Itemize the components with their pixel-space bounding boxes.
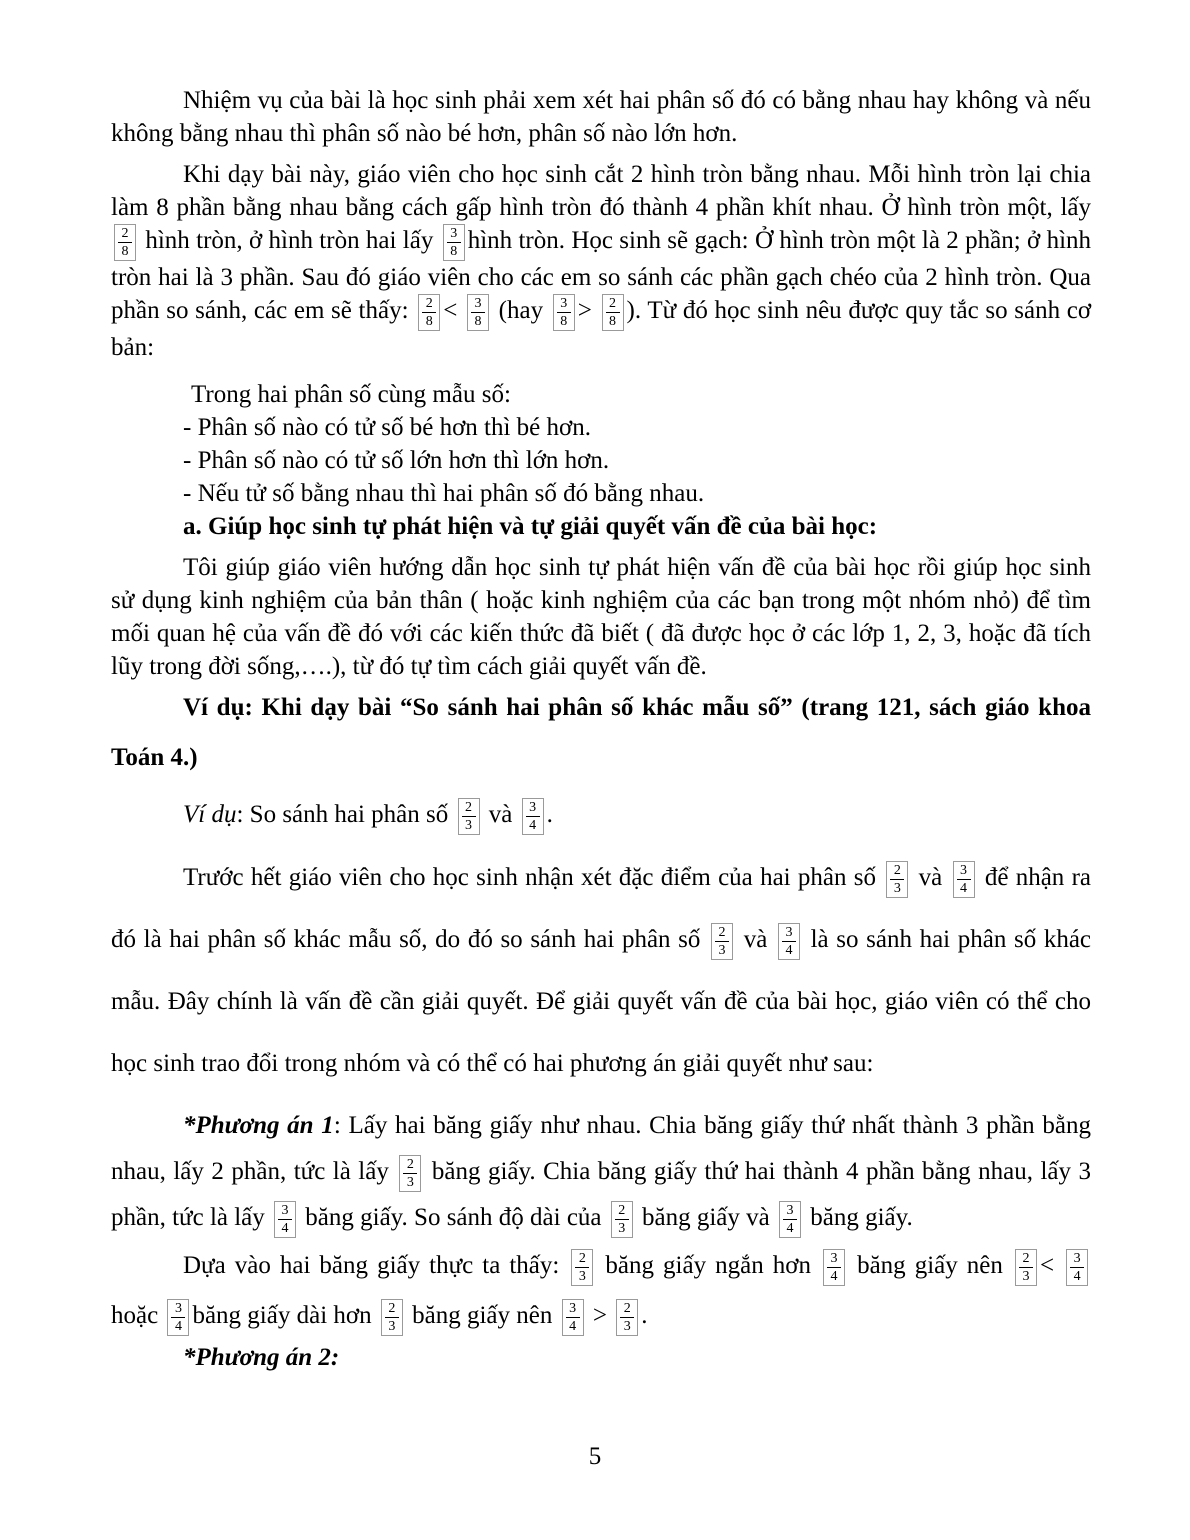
paragraph-example: Ví dụ: So sánh hai phân số $\frac{2}{3}$ và $\frac{3}{4}$ . <box>183 799 553 833</box>
page-number: 5 <box>588 1443 602 1470</box>
fraction-3-4: $\frac{3}{4}$ <box>953 861 975 898</box>
paragraph-self-discovery: Tôi giúp giáo viên hướng dẫn học sinh tự phát hiện vấn đề của bài học rồi giúp học sinh sử dụng kinh nghiệm của bản thân ( hoặc kinh nghiệm của các bạn trong một nhóm nhỏ) để tìm mối quan hệ của vấn đề đó với các kiến thức đã biết ( đã được học ở các lớp 1, 2, 3, hoặc đã tích lũy trong đời sống,….), từ đó tự tìm cách giải quyết vấn đề. <box>111 554 1091 680</box>
rule-item: - Phân số nào có tử số bé hơn thì bé hơn. <box>183 414 591 441</box>
fraction-2-3: $\frac{2}{3}$ <box>458 798 480 835</box>
fraction-3-8: $\frac{3}{8}$ <box>467 294 489 331</box>
fraction-3-8: $\frac{3}{8}$ <box>553 294 575 331</box>
paragraph-task: Nhiệm vụ của bài là học sinh phải xem xét hai phân số đó có bằng nhau hay không và nếu không bằng nhau thì phân số nào bé hơn, phân số nào lớn hơn. <box>111 87 1091 147</box>
fraction-3-4: $\frac{3}{4}$ <box>274 1201 296 1238</box>
document-page <box>111 84 1091 1374</box>
rule-item: - Phân số nào có tử số lớn hơn thì lớn hơn. <box>183 447 610 474</box>
fraction-2-3: $\frac{2}{3}$ <box>399 1155 421 1192</box>
fraction-3-8: $\frac{3}{8}$ <box>443 224 465 261</box>
paragraph-observation: Trước hết giáo viên cho học sinh nhận xét đặc điểm của hai phân số $\frac{2}{3}$ và $\frac{3}{4}$ để nhận ra đó là hai phân số khác mẫu số, do đó so sánh hai phân số $\frac{2}{3}$ và $\frac{3}{4}$ là so sánh hai phân số khác mẫu. Đây chính là vấn đề cần giải quyết. Để giải quyết vấn đề của bài học, giáo viên có thể cho học sinh trao đổi trong nhóm và có thể có hai phương án giải quyết như sau: <box>111 862 1092 1077</box>
fraction-3-4: $\frac{3}{4}$ <box>522 798 544 835</box>
fraction-3-4: $\frac{3}{4}$ <box>1066 1249 1088 1286</box>
fraction-3-4: $\frac{3}{4}$ <box>779 1201 801 1238</box>
example-heading: Ví dụ: Khi dạy bài “So sánh hai phân số khác mẫu số” (trang 121, sách giáo khoa Toán 4.) <box>111 694 1091 771</box>
fraction-3-4: $\frac{3}{4}$ <box>823 1249 845 1286</box>
paragraph-circle-activity: Khi dạy bài này, giáo viên cho học sinh cắt 2 hình tròn bằng nhau. Mỗi hình tròn lại chia làm 8 phần bằng nhau bằng cách gấp hình tròn đó thành 4 phần khít nhau. Ở hình tròn một, lấy $\frac{2}{8}$ hình tròn, ở hình tròn hai lấy $\frac{3}{8}$ hình tròn. Học sinh sẽ gạch: Ở hình tròn một là 2 phần; ở hình tròn hai là 3 phần. Sau đó giáo viên cho các em so sánh các phần gạch chéo của 2 hình tròn. Qua phần so sánh, các em sẽ thấy: $\frac{2}{8}$ < $\frac{3}{8}$ (hay $\frac{3}{8}$ > $\frac{2}{8}$ ). Từ đó học sinh nêu được quy tắc so sánh cơ bản: <box>111 161 1092 361</box>
fraction-2-3: $\frac{2}{3}$ <box>616 1299 638 1336</box>
paragraph-paper-strips: Dựa vào hai băng giấy thực ta thấy: $\frac{2}{3}$ băng giấy ngắn hơn $\frac{3}{4}$ băng giấy nên $\frac{2}{3}$ < $\frac{3}{4}$ hoặc $\frac{3}{4}$ băng giấy dài hơn $\frac{2}{3}$ băng giấy nên $\frac{3}{4}$ > $\frac{2}{3}$ . <box>111 1241 1091 1341</box>
section-heading-a: a. Giúp học sinh tự phát hiện và tự giải quyết vấn đề của bài học: <box>183 513 878 540</box>
fraction-2-3: $\frac{2}{3}$ <box>381 1299 403 1336</box>
fraction-2-8: $\frac{2}{8}$ <box>114 224 136 261</box>
fraction-2-3: $\frac{2}{3}$ <box>1015 1249 1037 1286</box>
fraction-3-4: $\frac{3}{4}$ <box>167 1299 189 1336</box>
fraction-2-3: $\frac{2}{3}$ <box>886 861 908 898</box>
fraction-2-3: $\frac{2}{3}$ <box>711 923 733 960</box>
fraction-2-8: $\frac{2}{8}$ <box>418 294 440 331</box>
option-2-heading: *Phương án 2: <box>183 1344 340 1371</box>
rules-intro: Trong hai phân số cùng mẫu số: <box>191 381 511 408</box>
fraction-3-4: $\frac{3}{4}$ <box>778 923 800 960</box>
fraction-2-3: $\frac{2}{3}$ <box>611 1201 633 1238</box>
fraction-2-3: $\frac{2}{3}$ <box>571 1249 593 1286</box>
rule-item: - Nếu tử số bằng nhau thì hai phân số đó bằng nhau. <box>183 480 705 507</box>
paragraph-option-1: *Phương án 1: Lấy hai băng giấy như nhau. Chia băng giấy thứ nhất thành 3 phần bằng nhau, lấy 2 phần, tức là lấy $\frac{2}{3}$ băng giấy. Chia băng giấy thứ hai thành 4 phần bằng nhau, lấy 3 phần, tức là lấy $\frac{3}{4}$ băng giấy. So sánh độ dài của $\frac{2}{3}$ băng giấy và $\frac{3}{4}$ băng giấy. <box>111 1112 1092 1236</box>
fraction-2-8: $\frac{2}{8}$ <box>602 294 624 331</box>
fraction-3-4: $\frac{3}{4}$ <box>562 1299 584 1336</box>
